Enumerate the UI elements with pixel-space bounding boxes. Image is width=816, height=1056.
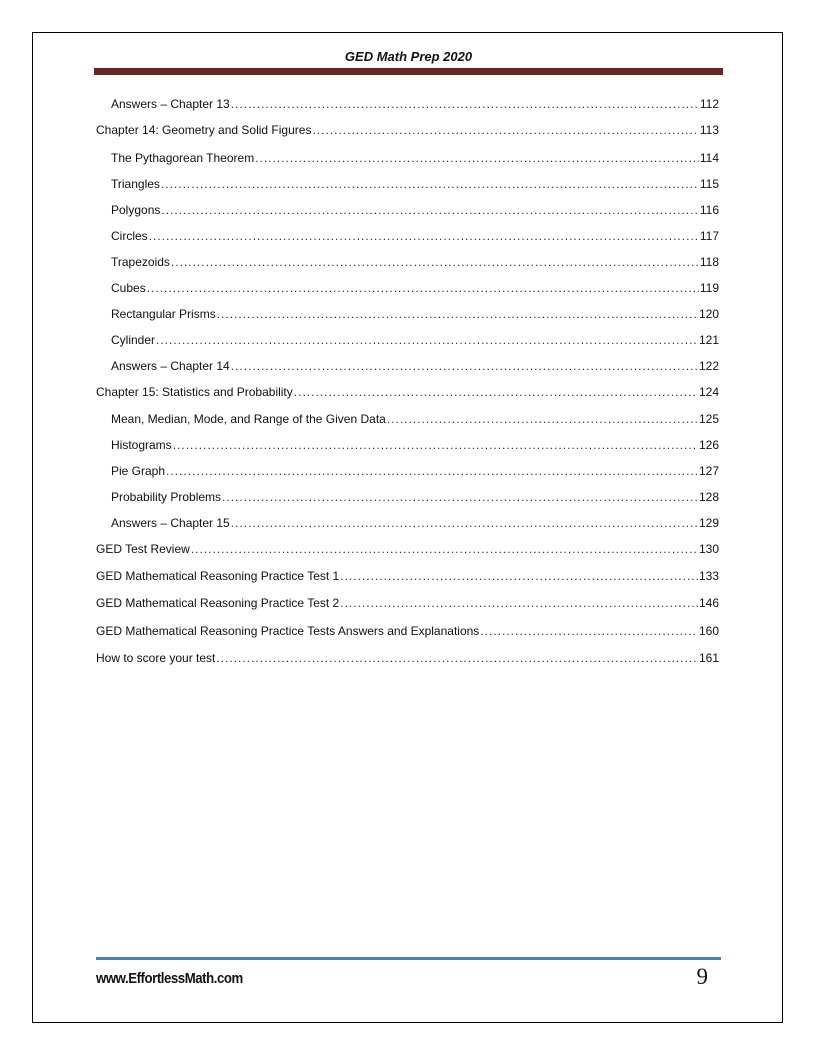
toc-entry-page: 126 xyxy=(698,438,719,452)
toc-entry[interactable] xyxy=(96,622,719,640)
toc-entry-page: 122 xyxy=(698,359,719,373)
toc-entry-page: 127 xyxy=(698,464,719,478)
toc-entry-title: Trapezoids xyxy=(111,255,170,269)
toc-entry-title: Rectangular Prisms xyxy=(111,307,216,321)
toc-entry-page: 117 xyxy=(699,229,719,243)
toc-entry[interactable] xyxy=(96,594,719,612)
toc-entry-page: 125 xyxy=(698,412,719,426)
toc-entry-title: GED Mathematical Reasoning Practice Test 2 xyxy=(96,596,340,610)
toc-entry-page: 112 xyxy=(699,97,719,111)
header-title: GED Math Prep 2020 xyxy=(344,49,473,64)
toc-entry[interactable] xyxy=(96,383,719,401)
toc-entry[interactable] xyxy=(96,227,719,245)
toc-dot-leader xyxy=(166,462,698,480)
toc-entry-title: Cylinder xyxy=(111,333,156,347)
toc-dot-leader xyxy=(173,436,698,454)
toc-dot-leader xyxy=(340,594,698,612)
toc-entry-page: 161 xyxy=(698,651,719,665)
toc-entry-title: Chapter 15: Statistics and Probability xyxy=(96,385,293,399)
toc-entry-title: Circles xyxy=(111,229,148,243)
toc-entry-title: GED Mathematical Reasoning Practice Tests Answers and Explanations xyxy=(96,624,480,638)
toc-entry-title: Answers – Chapter 15 xyxy=(111,516,230,530)
header-rule xyxy=(94,68,723,75)
toc-entry-title: Cubes xyxy=(111,281,146,295)
toc-entry-page: 119 xyxy=(699,281,719,295)
toc-entry[interactable] xyxy=(96,540,719,558)
toc-entry-page: 114 xyxy=(699,151,719,165)
footer-website: www.EffortlessMath.com xyxy=(96,970,243,987)
toc-entry-page: 115 xyxy=(699,177,719,191)
toc-entry[interactable] xyxy=(96,410,719,428)
toc-entry-title: Histograms xyxy=(111,438,172,452)
toc-entry-title: Answers – Chapter 13 xyxy=(111,97,230,111)
toc-dot-leader xyxy=(147,279,699,297)
toc-entry[interactable] xyxy=(96,649,719,667)
toc-dot-leader xyxy=(387,410,698,428)
toc-entry-title: Triangles xyxy=(111,177,160,191)
toc-entry[interactable] xyxy=(96,462,719,480)
toc-entry[interactable] xyxy=(96,175,719,193)
toc-entry[interactable] xyxy=(96,95,719,113)
toc-entry-page: 133 xyxy=(698,569,719,583)
toc-entry-page: 130 xyxy=(698,542,719,556)
toc-entry-page: 121 xyxy=(698,333,719,347)
toc-dot-leader xyxy=(312,121,698,139)
toc-entry-page: 116 xyxy=(699,203,719,217)
toc-entry[interactable] xyxy=(96,149,719,167)
toc-entry-page: 120 xyxy=(698,307,719,321)
toc-entry-page: 146 xyxy=(698,596,719,610)
toc-entry-title: Probability Problems xyxy=(111,490,222,504)
toc-entry[interactable] xyxy=(96,488,719,506)
toc-entry-page: 160 xyxy=(698,624,719,638)
toc-dot-leader xyxy=(231,95,699,113)
footer-rule xyxy=(96,957,721,960)
toc-dot-leader xyxy=(156,331,698,349)
toc-entry-title: The Pythagorean Theorem xyxy=(111,151,255,165)
toc-entry[interactable] xyxy=(96,253,719,271)
toc-entry[interactable] xyxy=(96,305,719,323)
toc-entry-title: Pie Graph xyxy=(111,464,166,478)
toc-entry-page: 129 xyxy=(698,516,719,530)
toc-entry[interactable] xyxy=(96,514,719,532)
toc-entry-page: 118 xyxy=(699,255,719,269)
toc-entry-title: How to score your test xyxy=(96,651,216,665)
toc-entry[interactable] xyxy=(96,436,719,454)
toc-entry-title: GED Mathematical Reasoning Practice Test 1 xyxy=(96,569,340,583)
toc-entry-page: 113 xyxy=(699,123,719,137)
toc-dot-leader xyxy=(480,622,698,640)
toc-dot-leader xyxy=(231,357,698,375)
toc-dot-leader xyxy=(294,383,698,401)
toc-dot-leader xyxy=(340,567,698,585)
toc-dot-leader xyxy=(149,227,699,245)
toc-entry-page: 124 xyxy=(698,385,719,399)
toc-entry[interactable] xyxy=(96,357,719,375)
toc-entry[interactable] xyxy=(96,201,719,219)
toc-entry[interactable] xyxy=(96,279,719,297)
toc-entry[interactable] xyxy=(96,121,719,139)
toc-dot-leader xyxy=(171,253,699,271)
toc-entry-page: 128 xyxy=(698,490,719,504)
page-number: 9 xyxy=(696,964,708,989)
toc-dot-leader xyxy=(191,540,698,558)
toc-dot-leader xyxy=(216,649,698,667)
toc-entry-title: Answers – Chapter 14 xyxy=(111,359,230,373)
toc-dot-leader xyxy=(231,514,698,532)
toc-entry-title: GED Test Review xyxy=(96,542,190,556)
toc-entry-title: Polygons xyxy=(111,203,161,217)
toc-dot-leader xyxy=(161,201,698,219)
toc-entry-title: Mean, Median, Mode, and Range of the Given Data xyxy=(111,412,386,426)
toc-entry-title: Chapter 14: Geometry and Solid Figures xyxy=(96,123,312,137)
toc-entry[interactable] xyxy=(96,331,719,349)
toc-entry[interactable] xyxy=(96,567,719,585)
toc-dot-leader xyxy=(222,488,698,506)
toc-dot-leader xyxy=(255,149,699,167)
toc-dot-leader xyxy=(217,305,698,323)
toc-dot-leader xyxy=(161,175,699,193)
